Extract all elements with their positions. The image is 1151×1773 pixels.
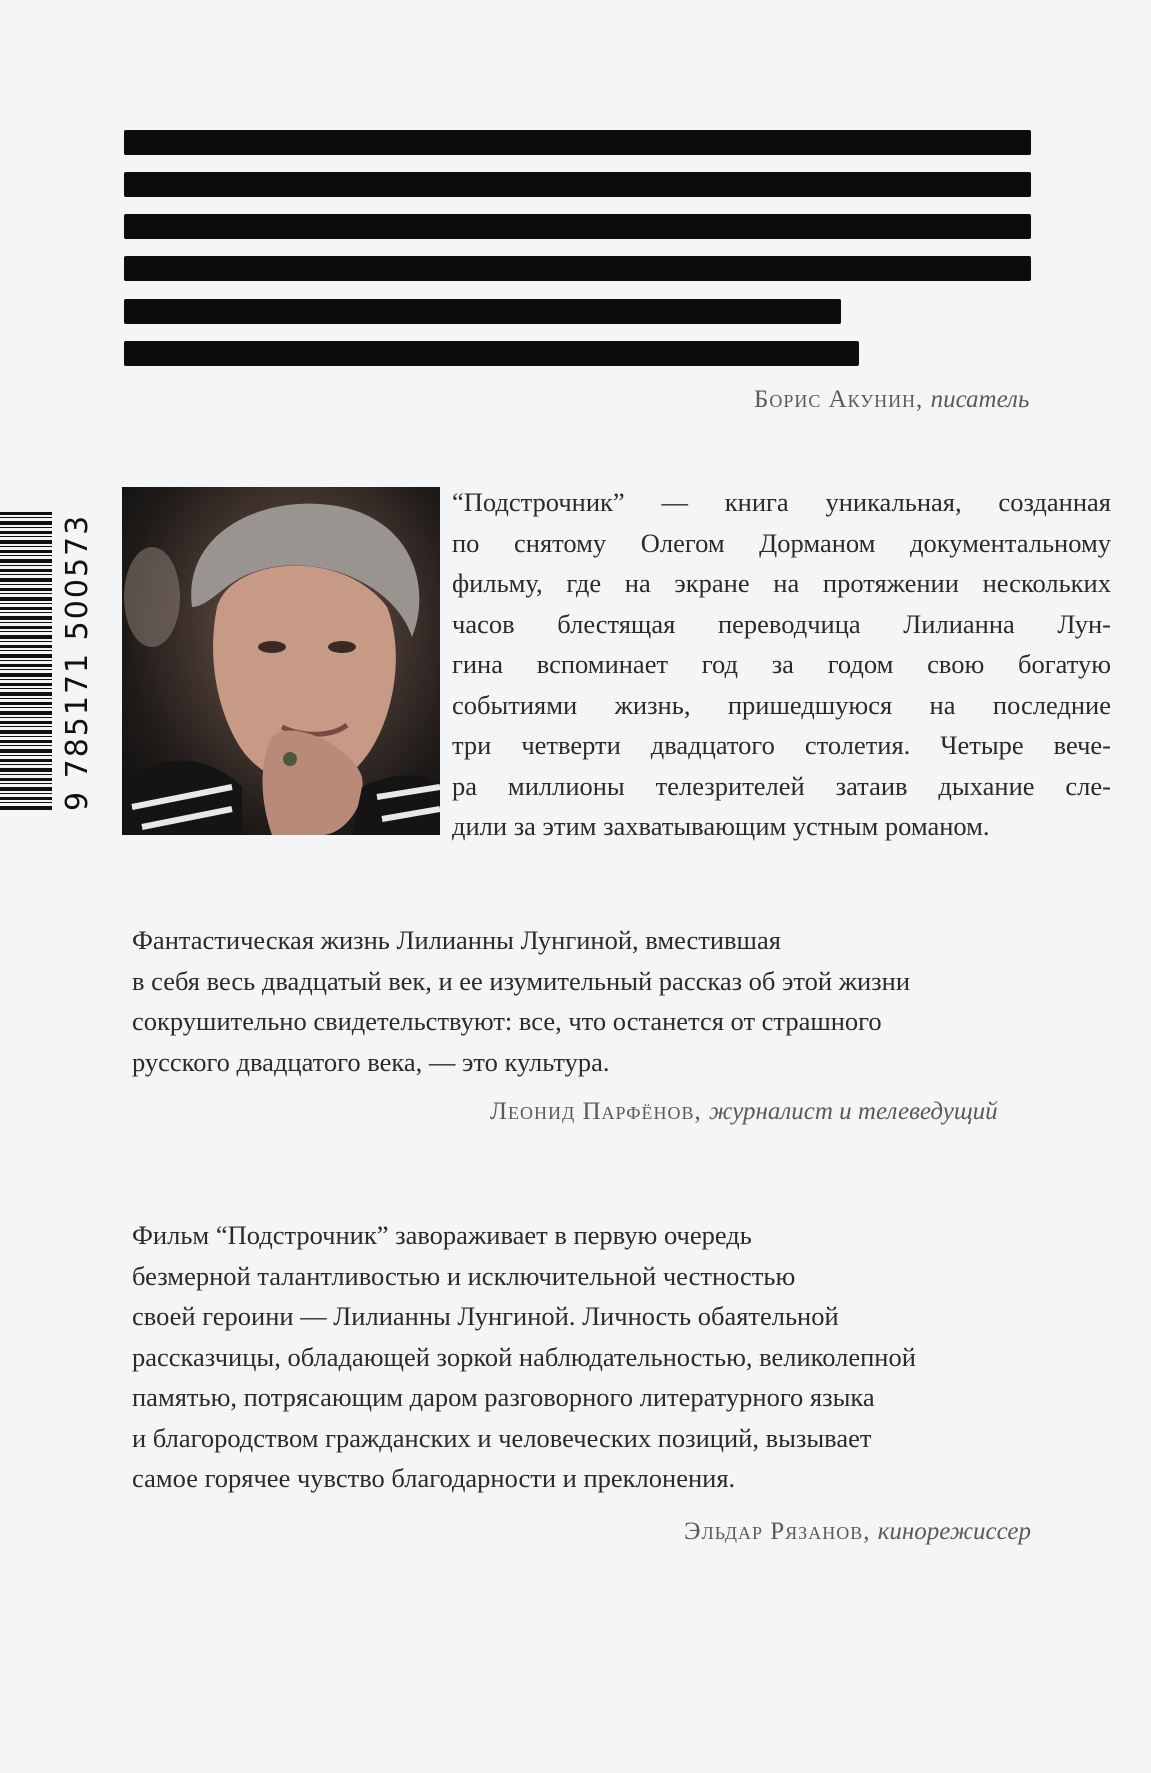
quote2-line: гина вспоминает год за годом свою богатую	[452, 649, 1111, 679]
quote3-role: журналист и телеведущий	[708, 1098, 998, 1125]
quote4-line: и благородством гражданских и человеческих позиций, вызывает	[132, 1422, 872, 1453]
quote4-line: памятью, потрясающим даром разговорного литературного языка	[132, 1382, 875, 1412]
barcode-icon	[0, 512, 52, 812]
quote4-author: Эльдар Рязанов,	[684, 1518, 871, 1545]
redaction-bar	[124, 172, 1031, 197]
redaction-bar	[124, 256, 1031, 281]
barcode	[0, 512, 106, 812]
quote1-attribution	[754, 386, 1029, 414]
quote3-line: сокрушительно свидетельствуют: все, что останется от страшного	[132, 1006, 882, 1036]
quote3-text	[132, 920, 1032, 1082]
quote4-line: своей героини — Лилианны Лунгиной. Личность обаятельной	[132, 1301, 839, 1331]
quote2-line: событиями жизнь, пришедшуюся на последние	[452, 689, 1111, 720]
quote4-text	[132, 1215, 1052, 1499]
quote4-line: рассказчицы, обладающей зоркой наблюдательностью, великолепной	[132, 1341, 916, 1372]
quote3-attribution	[490, 1098, 998, 1126]
redaction-bar	[124, 130, 1031, 155]
quote2-line: ра миллионы телезрителей затаив дыхание сле-	[452, 770, 1111, 801]
quote4-line: Фильм “Подстрочник” завораживает в первую очередь	[132, 1220, 752, 1250]
quote1-role: писатель	[930, 386, 1030, 413]
quote2-line: три четверти двадцатого столетия. Четыре вече-	[452, 730, 1111, 760]
quote2-line: фильму, где на экране на протяжении нескольких	[452, 568, 1111, 598]
quote4-attribution	[684, 1518, 1031, 1546]
redaction-bar	[124, 214, 1031, 239]
barcode-digits: 9 785171 500573	[60, 513, 95, 811]
quote2-line: “Подстрочник” — книга уникальная, созданная	[452, 487, 1111, 517]
quote4-line: самое горячее чувство благодарности и преклонения.	[132, 1463, 736, 1493]
quote3-author: Леонид Парфёнов,	[490, 1098, 702, 1125]
quote4-line: безмерной талантливостью и исключительной честностью	[132, 1260, 796, 1291]
quote3-line: русского двадцатого века, — это культура.	[132, 1046, 610, 1077]
quote3-line: Фантастическая жизнь Лилианны Лунгиной, вместившая	[132, 925, 781, 955]
redaction-bar	[124, 299, 841, 324]
quote2-text	[452, 482, 1111, 847]
quote2-line: часов блестящая переводчица Лилианна Лун-	[452, 608, 1111, 639]
quote2-line: по снятому Олегом Дорманом документальному	[452, 527, 1111, 558]
quote3-line: в себя весь двадцатый век, и ее изумительный рассказ об этой жизни	[132, 965, 911, 996]
portrait-photo	[122, 487, 440, 835]
quote1-author: Борис Акунин,	[754, 386, 924, 413]
quote4-role: кинорежиссер	[877, 1518, 1031, 1545]
quote2-line: дили за этим захватывающим устным романом.	[452, 811, 990, 841]
redaction-bar	[124, 341, 859, 366]
